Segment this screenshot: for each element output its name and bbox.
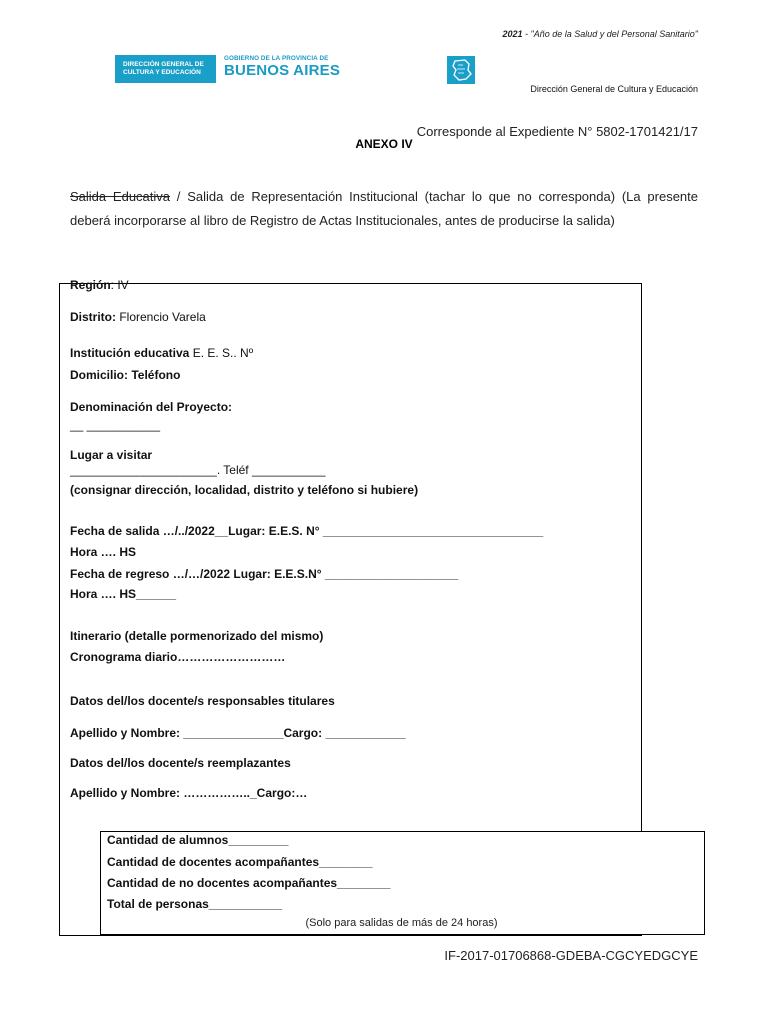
annex-title: ANEXO IV: [355, 137, 413, 151]
domicilio-field: Domicilio: Teléfono: [70, 368, 181, 382]
cronograma-field: Cronograma diario………………………: [70, 650, 286, 664]
total-personas-field: Total de personas___________: [107, 897, 283, 911]
struck-option: Salida Educativa: [70, 189, 171, 204]
denominacion-line: __ ___________: [70, 418, 161, 432]
apellido-reemplazante-field: Apellido y Nombre: …………….._Cargo:…: [70, 786, 308, 800]
region-field: Región: IV: [70, 278, 129, 292]
cantidad-alumnos-field: Cantidad de alumnos_________: [107, 833, 289, 847]
fecha-salida-field: Fecha de salida …/../2022__Lugar: E.E.S. N° _________________________________: [70, 524, 544, 538]
dgce-logo: DIRECCIÓN GENERAL DE CULTURA Y EDUCACIÓN: [115, 55, 216, 83]
intro-paragraph: Salida Educativa / Salida de Representación Institucional (tachar lo que no corresponda) (La presente deberá incorporarse al libro de Registro de Actas Institucionales, antes de producirse la salida): [70, 189, 698, 228]
gobierno-logo: GOBIERNO DE LA PROVINCIA DE BUENOS AIRES: [224, 55, 341, 79]
itinerario-label: Itinerario (detalle pormenorizado del mismo): [70, 629, 324, 643]
denominacion-label: Denominación del Proyecto:: [70, 400, 233, 414]
year-motto: 2021 - "Año de la Salud y del Personal Sanitario": [502, 29, 698, 39]
expediente-ref: Corresponde al Expediente N° 5802-1701421/17: [416, 124, 698, 139]
docentes-titulares-label: Datos del/los docente/s responsables titulares: [70, 694, 335, 708]
distrito-field: Distrito: Florencio Varela: [70, 310, 206, 324]
lugar-line: ______________________. Teléf ___________: [70, 463, 326, 477]
hora-salida-field: Hora …. HS: [70, 545, 137, 559]
document-id: IF-2017-01706868-GDEBA-CGCYEDGCYE: [444, 948, 698, 963]
consignar-note: (consignar dirección, localidad, distrito y teléfono si hubiere): [70, 483, 419, 497]
direccion-label: Dirección General de Cultura y Educación: [530, 84, 698, 94]
institucion-field: Institución educativa E. E. S.. Nº: [70, 346, 254, 360]
summary-note: (Solo para salidas de más de 24 horas): [305, 917, 498, 929]
cantidad-docentes-field: Cantidad de docentes acompañantes________: [107, 855, 373, 869]
lugar-label: Lugar a visitar: [70, 448, 153, 462]
cantidad-no-docentes-field: Cantidad de no docentes acompañantes________: [107, 876, 391, 890]
hora-regreso-field: Hora …. HS______: [70, 587, 177, 601]
province-map-icon: [447, 56, 475, 84]
fecha-regreso-field: Fecha de regreso …/…/2022 Lugar: E.E.S.N° ____________________: [70, 567, 459, 581]
apellido-titular-field: Apellido y Nombre: _______________Cargo: ____________: [70, 726, 406, 740]
docentes-reemplazantes-label: Datos del/los docente/s reemplazantes: [70, 756, 291, 770]
